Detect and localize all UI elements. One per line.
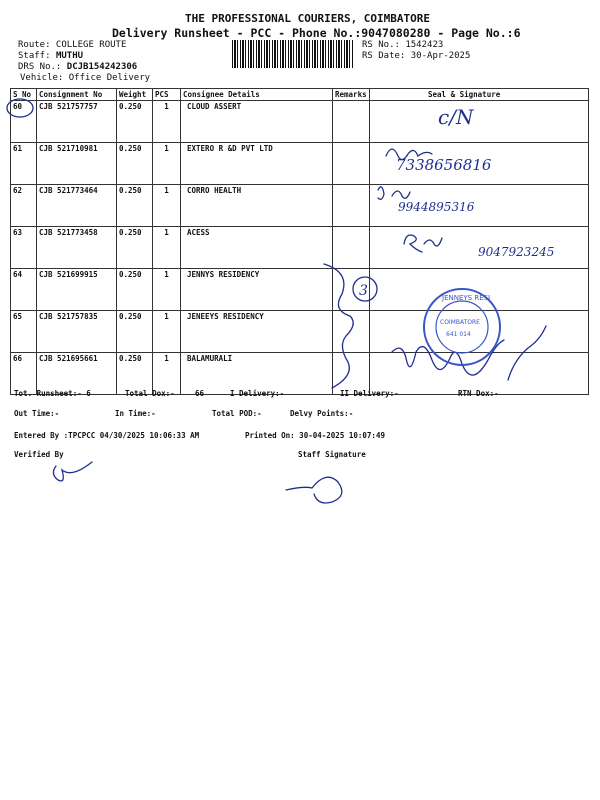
cell-weight: 0.250 [117,353,153,395]
cell-consignee: CLOUD ASSERT [181,101,333,143]
phone-63: 9047923245 [478,245,555,259]
sno-circle [7,99,33,117]
total-pod: Total POD:- [212,409,262,418]
company-title: THE PROFESSIONAL COURIERS, COIMBATORE [185,12,431,25]
cell-consignment: CJB 521757835 [37,311,117,353]
entered-by: Entered By :TPCPCC 04/30/2025 10:06:33 AM [14,431,200,440]
header-seal-signature: Seal & Signature [370,89,589,101]
cell-sno: 66 [11,353,37,395]
cell-consignee: CORRO HEALTH [181,185,333,227]
cell-sno: 64 [11,269,37,311]
cell-weight: 0.250 [117,101,153,143]
staff-signature-label: Staff Signature [298,450,366,459]
cell-pcs: 1 [153,143,181,185]
out-time: Out Time:- [14,409,60,418]
staff-value: MUTHU [55,51,84,61]
cell-weight: 0.250 [117,227,153,269]
bracket-mark [324,264,353,388]
ii-delivery: II Delivery:- [340,389,399,398]
signature-60: c/N [438,105,474,129]
total-dox-label: Total Dox:- [125,389,175,398]
in-time: In Time:- [115,409,156,418]
printed-on: Printed On: 30-04-2025 10:07:49 [245,431,385,440]
cell-consignment: CJB 521699915 [37,269,117,311]
cell-pcs: 1 [153,269,181,311]
cell-weight: 0.250 [117,311,153,353]
rs-date: RS Date: 30-Apr-2025 [362,51,471,61]
cell-consignment: CJB 521757757 [37,101,117,143]
header-consignee: Consignee Details [181,89,333,101]
cell-weight: 0.250 [117,269,153,311]
cell-consignment: CJB 521710981 [37,143,117,185]
i-delivery: I Delivery:- [230,389,285,398]
signature-62 [378,187,410,200]
tot-runsheet: Tot. Runsheet:- 6 [14,389,91,398]
delvy-points: Delvy Points:- [290,409,354,418]
stamp-pin: 641 014 [446,331,471,338]
cell-consignee: JENEEYS RESIDENCY [181,311,333,353]
staff-signature-mark [286,477,342,503]
verified-by-label: Verified By [14,450,64,459]
cell-consignment: CJB 521695661 [37,353,117,395]
circled-count: 3 [359,283,368,299]
cell-sno: 61 [11,143,37,185]
cell-pcs: 1 [153,101,181,143]
stamp-inner-ring [436,301,488,353]
cell-consignee: EXTERO R &D PVT LTD [181,143,333,185]
stamp-city: COIMBATORE [440,319,480,326]
cell-consignment: CJB 521773458 [37,227,117,269]
staff-label: Staff: [18,51,56,61]
verified-by-signature [53,462,92,481]
cell-consignee: ACESS [181,227,333,269]
rtn-dox: RTN Dox:- [458,389,499,398]
cell-sno: 62 [11,185,37,227]
route-label: Route: COLLEGE ROUTE [18,40,127,50]
cell-sno: 65 [11,311,37,353]
cell-pcs: 1 [153,353,181,395]
cell-weight: 0.250 [117,185,153,227]
header-weight: Weight [117,89,153,101]
cell-sno: 60 [11,101,37,143]
cell-pcs: 1 [153,185,181,227]
drs-label: DRS No.: [18,62,67,72]
header-pcs: PCS [153,89,181,101]
phone-61: 7338656816 [396,156,492,174]
cell-pcs: 1 [153,227,181,269]
vehicle-label: Vehicle: Office Delivery [20,73,151,83]
total-dox-value: 66 [195,389,205,398]
phone-62: 9944895316 [398,200,475,214]
cell-pcs: 1 [153,311,181,353]
cell-consignee: JENNYS RESIDENCY [181,269,333,311]
runsheet-subtitle: Delivery Runsheet - PCC - Phone No.:9047080280 - Page No.:6 [112,26,521,40]
signature-63 [404,235,442,252]
cell-weight: 0.250 [117,143,153,185]
cell-consignee: BALAMURALI [181,353,333,395]
seal-stamp [424,289,500,365]
header-consignment: Consignment No [37,89,117,101]
cell-consignment: CJB 521773464 [37,185,117,227]
drs-value: DCJB154242306 [66,62,138,72]
cell-sno: 63 [11,227,37,269]
header-remarks: Remarks [333,89,370,101]
rs-number: RS No.: 1542423 [362,40,444,50]
stamp-name: JENNEYS RESI [442,294,491,302]
header-sno: S No [11,89,37,101]
